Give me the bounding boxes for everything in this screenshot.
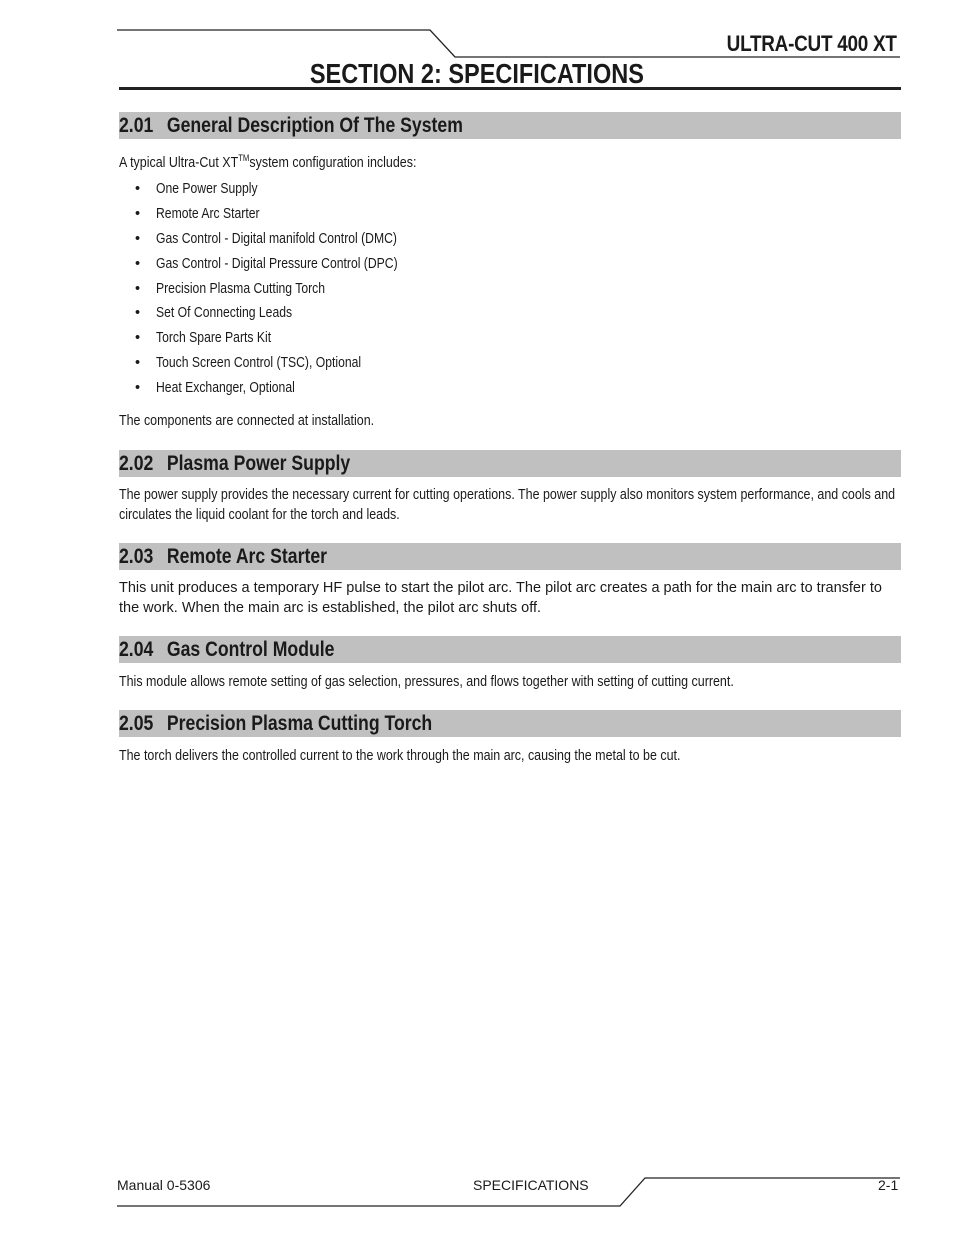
closing-paragraph: The components are connected at installation. — [119, 413, 375, 429]
bullet-icon: • — [135, 255, 141, 272]
arc-starter-paragraph: This unit produces a temporary HF pulse to start the pilot arc. The pilot arc creates a path for the main arc to transfer to the work. When the main arc is established, the pilot arc shuts off. — [119, 580, 882, 616]
bullet-icon: • — [135, 230, 141, 247]
list-item: • Precision Plasma Cutting Torch — [119, 277, 444, 302]
bullet-icon: • — [135, 205, 141, 222]
footer-section-name: SPECIFICATIONS — [473, 1177, 589, 1193]
footer-manual-number: Manual 0-5306 — [117, 1177, 211, 1193]
footer-page-number: 2-1 — [878, 1177, 899, 1193]
bullet-icon: • — [135, 330, 141, 347]
gas-control-paragraph: This module allows remote setting of gas selection, pressures, and flows together with setting of cutting current. — [119, 674, 734, 690]
list-item: • One Power Supply — [119, 177, 444, 202]
list-item: • Gas Control - Digital manifold Control (DMC) — [119, 227, 444, 252]
torch-paragraph: The torch delivers the controlled current to the work through the main arc, causing the metal to be cut. — [119, 748, 681, 764]
list-item: • Torch Spare Parts Kit — [119, 326, 444, 351]
bullet-icon: • — [135, 355, 141, 372]
document-title: ULTRA-CUT 400 XT — [726, 31, 897, 56]
list-item: • Gas Control - Digital Pressure Control (DPC) — [119, 252, 444, 277]
list-item: • Heat Exchanger, Optional — [119, 376, 444, 401]
power-supply-paragraph: The power supply provides the necessary current for cutting operations. The power supply also monitors system performance, and cools and circulates the liquid coolant for the torch and leads. — [119, 487, 896, 523]
list-item: • Touch Screen Control (TSC), Optional — [119, 351, 444, 376]
trademark-mark: TM — [238, 153, 250, 163]
list-item: • Set Of Connecting Leads — [119, 301, 444, 326]
intro-paragraph: A typical Ultra-Cut XT™system configuration includes: — [119, 153, 417, 171]
section-heading-2-05: 2.05 Precision Plasma Cutting Torch — [119, 710, 901, 737]
bullet-icon: • — [135, 181, 141, 197]
section-heading-2-03: 2.03 Remote Arc Starter — [119, 543, 901, 570]
section-heading-2-02: 2.02 Plasma Power Supply — [119, 450, 901, 477]
bullet-icon: • — [135, 280, 141, 297]
list-item: • Remote Arc Starter — [119, 202, 444, 227]
section-heading-2-04: 2.04 Gas Control Module — [119, 636, 901, 663]
bullet-icon: • — [135, 380, 141, 397]
bullet-icon: • — [135, 305, 141, 322]
section-heading-2-01: 2.01 General Description Of The System — [119, 112, 901, 139]
component-list — [119, 177, 444, 401]
section-title: SECTION 2: SPECIFICATIONS — [309, 58, 645, 89]
